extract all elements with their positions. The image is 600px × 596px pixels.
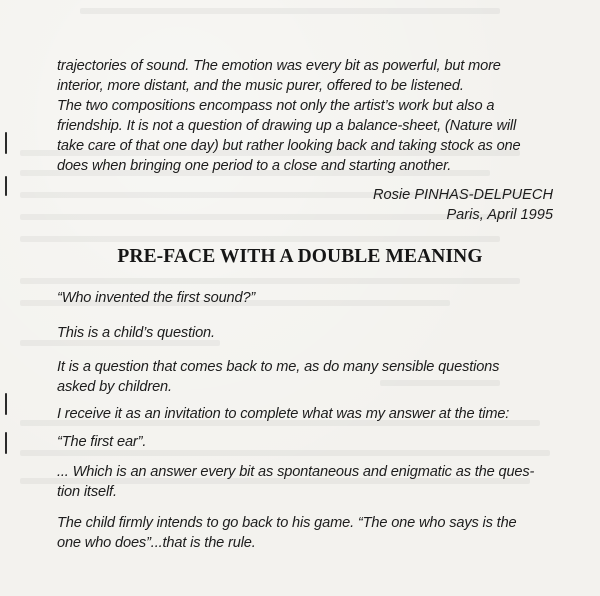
- intro-line: take care of that one day) but rather looking back and taking stock as one: [57, 138, 521, 154]
- intro-line: friendship. It is not a question of drawing up a balance-sheet, (Nature will: [57, 118, 517, 134]
- intro-line: trajectories of sound. The emotion was every bit as powerful, but more: [57, 58, 501, 74]
- paragraph-line: one who does”...that is the rule.: [57, 535, 256, 551]
- paragraph-line: I receive it as an invitation to complete what was my answer at the time:: [57, 406, 510, 422]
- binding-mark: [5, 176, 7, 196]
- section-heading: PRE-FACE WITH A DOUBLE MEANING: [117, 246, 483, 267]
- paragraph-line: “Who invented the first sound?”: [57, 290, 256, 306]
- paragraph-line: tion itself.: [57, 484, 117, 500]
- paragraph-line: asked by children.: [57, 379, 172, 395]
- intro-line: does when bringing one period to a close and starting another.: [57, 158, 452, 174]
- binding-mark: [5, 432, 7, 454]
- paragraph-line: This is a child’s question.: [57, 325, 215, 341]
- signature-author: Rosie PINHAS-DELPUECH: [372, 187, 553, 203]
- signature-place-date: Paris, April 1995: [446, 207, 553, 223]
- intro-line: The two compositions encompass not only the artist’s work but also a: [57, 98, 495, 114]
- binding-mark: [5, 393, 7, 415]
- intro-line: interior, more distant, and the music purer, offered to be listened.: [57, 78, 464, 94]
- paragraph-line: ... Which is an answer every bit as spontaneous and enigmatic as the ques-: [57, 464, 535, 480]
- paragraph-line: It is a question that comes back to me, as do many sensible questions: [57, 359, 500, 375]
- paragraph-line: The child firmly intends to go back to his game. “The one who says is the: [57, 515, 517, 531]
- binding-mark: [5, 132, 7, 154]
- paragraph-line: “The first ear”.: [57, 434, 147, 450]
